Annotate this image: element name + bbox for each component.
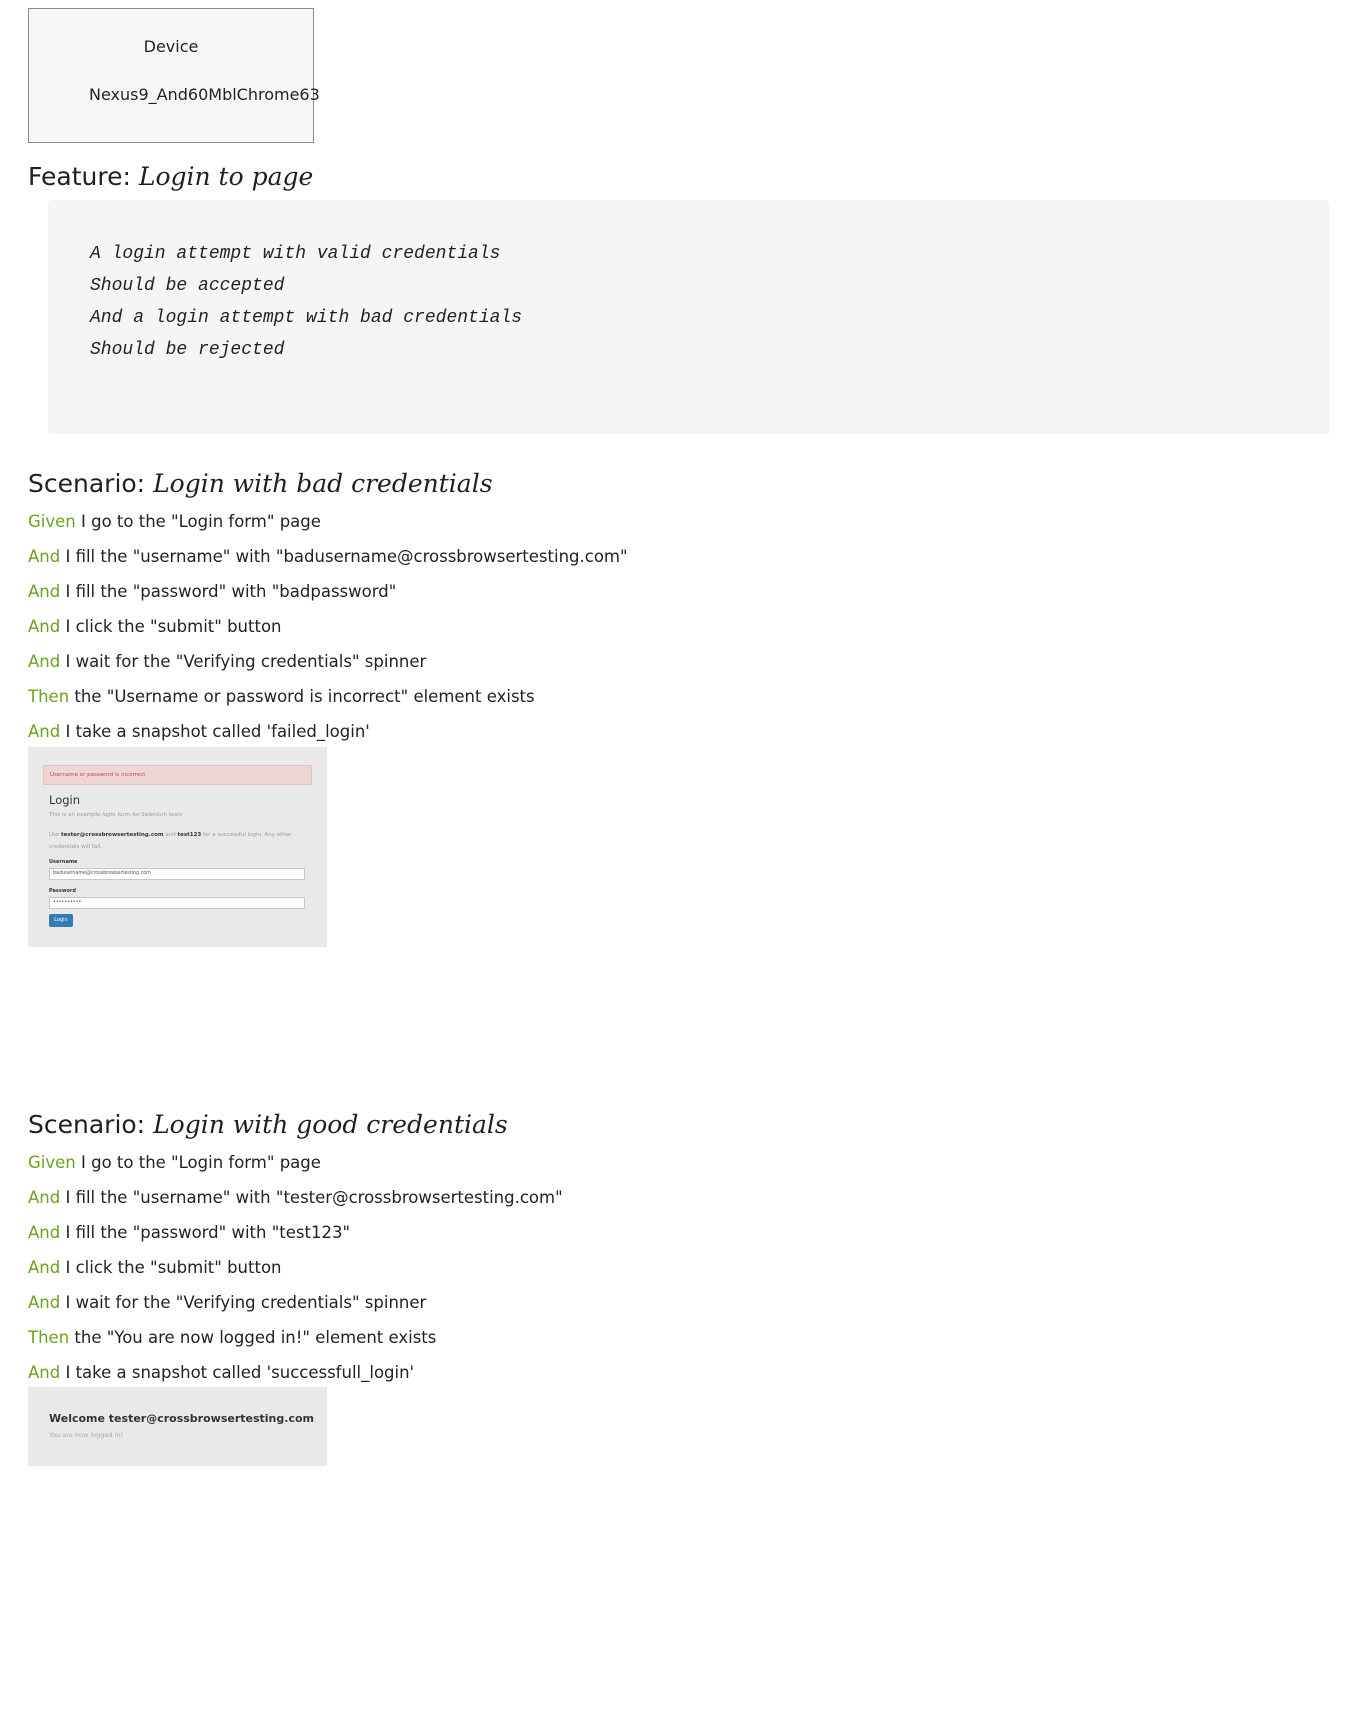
login-hint — [49, 829, 311, 853]
logged-in-status: You are now logged in! — [49, 1431, 124, 1439]
step-text: I go to the "Login form" page — [75, 512, 321, 531]
scenario-steps — [28, 1152, 563, 1397]
welcome-message: Welcome tester@crossbrowsertesting.com — [49, 1412, 314, 1425]
step-text: I take a snapshot called 'failed_login' — [60, 722, 370, 741]
scenario-steps — [28, 511, 628, 756]
step-text: the "You are now logged in!" element exists — [69, 1328, 437, 1347]
feature-narrative — [48, 200, 1330, 434]
hint-use: Use — [49, 832, 60, 838]
scenario-prefix: Scenario: — [28, 469, 146, 498]
step-text: I fill the "username" with "badusername@crossbrowsertesting.com" — [60, 547, 628, 566]
step-keyword: And — [28, 652, 61, 671]
successful-login-snapshot — [28, 1387, 327, 1466]
password-input: •••••••••• — [49, 897, 305, 909]
step-keyword: Then — [28, 687, 70, 706]
step — [28, 581, 628, 616]
hint-user: tester@crossbrowsertesting.com — [61, 832, 164, 838]
step — [28, 1327, 563, 1362]
hint-rest: for a successful login. Any other credentials will fail. — [49, 832, 292, 850]
step — [28, 616, 628, 651]
scenario-prefix: Scenario: — [28, 1110, 146, 1139]
password-label: Password — [49, 888, 76, 894]
step — [28, 686, 628, 721]
narrative-line: Should be accepted — [90, 276, 285, 296]
login-subtitle: This is an example login form for Selenium tests — [49, 812, 183, 818]
step-keyword: And — [28, 722, 61, 741]
scenario-heading — [28, 1110, 508, 1139]
device-value: Nexus9_And60MblChrome63 — [89, 85, 320, 104]
feature-name: Login to page — [138, 162, 314, 191]
step-keyword: Given — [28, 1153, 76, 1172]
step-keyword: And — [28, 547, 61, 566]
step — [28, 1222, 563, 1257]
step — [28, 1257, 563, 1292]
step-text: I wait for the "Verifying credentials" spinner — [60, 652, 427, 671]
step — [28, 546, 628, 581]
device-label: Device — [143, 37, 199, 56]
scenario-name: Login with good credentials — [153, 1110, 508, 1139]
step-text: I fill the "password" with "badpassword" — [60, 582, 397, 601]
scenario-heading — [28, 469, 493, 498]
step-text: I fill the "username" with "tester@crossbrowsertesting.com" — [60, 1188, 563, 1207]
device-info-box — [28, 8, 320, 143]
step-keyword: And — [28, 617, 61, 636]
step-text: I go to the "Login form" page — [75, 1153, 321, 1172]
step-text: I click the "submit" button — [60, 1258, 282, 1277]
feature-heading — [28, 162, 313, 191]
step-keyword: And — [28, 1188, 61, 1207]
hint-pass: test123 — [177, 832, 202, 838]
narrative-line: A login attempt with valid credentials — [90, 244, 501, 264]
step — [28, 651, 628, 686]
step-text: I fill the "password" with "test123" — [60, 1223, 351, 1242]
step — [28, 1152, 563, 1187]
login-title: Login — [49, 793, 81, 807]
failed-login-snapshot — [28, 747, 327, 947]
username-input: badusername@crossbrowsertesting.com — [49, 868, 305, 880]
username-label: Username — [49, 859, 78, 865]
step — [28, 1187, 563, 1222]
step-keyword: And — [28, 582, 61, 601]
hint-and: and — [165, 832, 176, 838]
narrative-line: And a login attempt with bad credentials — [90, 308, 523, 328]
step-text: I click the "submit" button — [60, 617, 282, 636]
step-keyword: Given — [28, 512, 76, 531]
narrative-line: Should be rejected — [90, 340, 285, 360]
scenario-name: Login with bad credentials — [153, 469, 493, 498]
step-keyword: Then — [28, 1328, 70, 1347]
step — [28, 511, 628, 546]
login-button: Login — [49, 914, 73, 927]
step-keyword: And — [28, 1223, 61, 1242]
step-text: I wait for the "Verifying credentials" spinner — [60, 1293, 427, 1312]
step-text: the "Username or password is incorrect" element exists — [69, 687, 535, 706]
step-text: I take a snapshot called 'successfull_login' — [60, 1363, 415, 1382]
step — [28, 1292, 563, 1327]
step-keyword: And — [28, 1293, 61, 1312]
step-keyword: And — [28, 1363, 61, 1382]
feature-prefix: Feature: — [28, 162, 131, 191]
error-alert: Username or password is incorrect — [43, 765, 312, 785]
step-keyword: And — [28, 1258, 61, 1277]
